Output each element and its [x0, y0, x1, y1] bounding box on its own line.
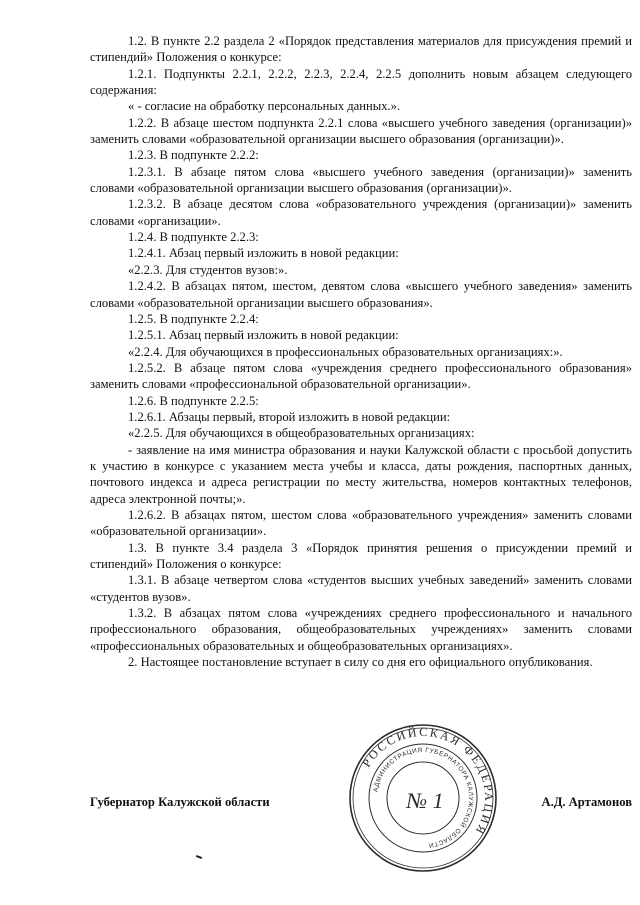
paragraph: 1.2.3.1. В абзаце пятом слова «высшего учебного заведения (организации)» заменить словами «образовательной организации высшего образования (организации)». — [90, 164, 632, 196]
paragraph: - заявление на имя министра образования и науки Калужской области с просьбой допустить к участию в конкурсе с указанием места учебы и класса, даты рождения, паспортных данных, почтового индекса и адреса регистрации по месту жительства, номеров контактных телефонов, адреса электронной почты;». — [90, 442, 632, 506]
paragraph: 1.2.6.1. Абзацы первый, второй изложить в новой редакции: — [128, 409, 451, 424]
seal-number: № 1 — [406, 788, 444, 813]
paragraph: «2.2.3. Для студентов вузов:». — [128, 262, 288, 277]
official-seal-stamp — [347, 722, 499, 874]
paragraph: 1.2.6. В подпункте 2.2.5: — [128, 393, 259, 408]
seal-outer-text: РОССИЙСКАЯ ФЕДЕРАЦИЯ — [359, 724, 497, 839]
signature-name: А.Д. Артамонов — [541, 795, 632, 809]
paragraph: « - согласие на обработку персональных данных.». — [128, 99, 401, 114]
paragraph: «2.2.4. Для обучающихся в профессиональных образовательных организациях:». — [128, 344, 563, 359]
paragraph: 1.2. В пункте 2.2 раздела 2 «Порядок представления материалов для присуждения премий и стипендий» Положения о конкурсе: — [90, 34, 632, 65]
paragraph: 1.2.2. В абзаце шестом подпункта 2.2.1 слова «высшего учебного заведения (организации)» заменить словами «образовательной организации высшего образования (организации)». — [90, 115, 632, 147]
paragraph: 1.2.5.1. Абзац первый изложить в новой редакции: — [128, 328, 399, 343]
paragraph: «2.2.5. Для обучающихся в общеобразовательных организациях: — [128, 426, 475, 441]
paragraph: 1.2.5. В подпункте 2.2.4: — [128, 311, 259, 326]
paragraph: 2. Настоящее постановление вступает в силу со дня его официального опубликования. — [128, 655, 593, 670]
document-body — [90, 33, 632, 670]
seal-inner-text: АДМИНИСТРАЦИЯ ГУБЕРНАТОРА КАЛУЖСКОЙ ОБЛАСТИ — [372, 746, 475, 849]
paragraph: 1.2.4. В подпункте 2.2.3: — [128, 230, 259, 245]
paragraph: 1.2.4.2. В абзацах пятом, шестом, девятом слова «высшего учебного заведения» заменить словами «образовательной организации высшего образования». — [90, 279, 632, 310]
paragraph: 1.2.5.2. В абзаце пятом слова «учреждения среднего профессионального образования» заменить словами «профессиональной образовательной организации». — [90, 360, 632, 392]
paragraph: 1.2.6.2. В абзацах пятом, шестом слова «образовательного учреждения» заменить словами «образовательной организации». — [90, 507, 632, 539]
paragraph: 1.3.2. В абзацах пятом слова «учреждениях среднего профессионального и начального профессионального образования, общеобразовательных учреждениях» заменить словами «профессиональных образовательных и общеобразовательных организациях». — [90, 606, 632, 653]
paragraph: 1.3.1. В абзаце четвертом слова «студентов высших учебных заведений» заменить словами «студентов вузов». — [90, 573, 632, 604]
signature-title: Губернатор Калужской области — [90, 795, 270, 809]
paragraph: 1.3. В пункте 3.4 раздела 3 «Порядок принятия решения о присуждении премий и стипендий» Положения о конкурсе: — [90, 540, 632, 571]
paragraph: 1.2.3. В подпункте 2.2.2: — [128, 148, 259, 163]
paragraph: 1.2.4.1. Абзац первый изложить в новой редакции: — [128, 246, 399, 261]
paragraph: 1.2.3.2. В абзаце десятом слова «образовательного учреждения (организации)» заменить словами «организации». — [90, 197, 632, 228]
stray-mark — [196, 855, 202, 859]
paragraph: 1.2.1. Подпункты 2.2.1, 2.2.2, 2.2.3, 2.2.4, 2.2.5 дополнить новым абзацем следующего содержания: — [90, 66, 632, 98]
